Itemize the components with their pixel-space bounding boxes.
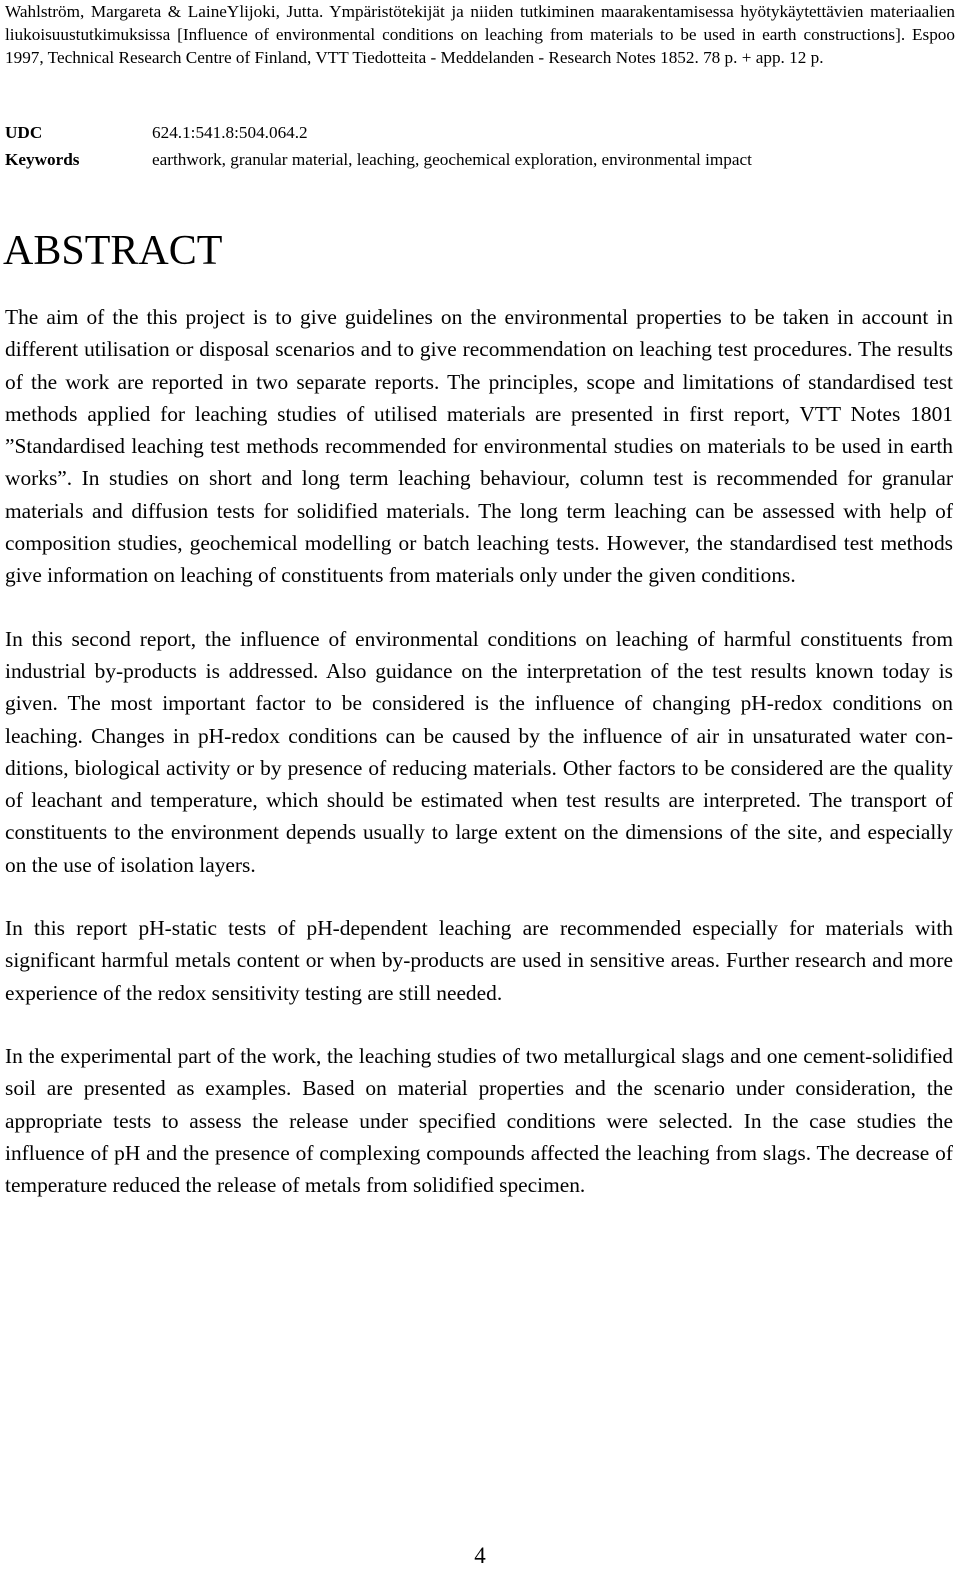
udc-label: UDC <box>5 123 43 142</box>
keywords-label: Keywords <box>5 150 80 169</box>
abstract-paragraph-4: In the experimental part of the work, the leaching studies of two metallurgical slags and one cement-solidified soil are presented as examples. Based on material properties and the scenario under consideration, the appropriate tests to assess the release under specified conditions were selected. In the case studies the influence of pH and the presence of complexing compounds affected the leaching from slags. The decrease of temperature reduced the release of metals from solidified specimen. <box>5 1043 953 1198</box>
udc-value: 624.1:541.8:504.064.2 <box>152 123 308 142</box>
page-number: 4 <box>474 1543 486 1568</box>
abstract-heading: ABSTRACT <box>3 228 223 274</box>
abstract-paragraph-2: In this second report, the influence of environmental conditions on leaching of harmful constituents from industrial by-products is addressed. Also guidance on the interpretation of the test results known today is given. The most important factor to be considered is the influence of changing pH-redox conditions on leaching. Changes in pH-redox conditions can be caused by the influence of air in unsaturated water conditions, biological activity or by presence of reducing materials. Other factors to be considered are the quality of leachant and temperature, which should be estimated when test results are interpreted. The transport of constituents to the environment depends usually to large extent on the dimensions of the site, and especially on the use of isolation layers. <box>5 626 953 877</box>
keywords-value: earthwork, granular material, leaching, geochemical exploration, environmental impact <box>152 150 752 169</box>
abstract-body <box>5 301 953 1232</box>
citation: Wahlström, Margareta & LaineYlijoki, Jutta. Ympäristötekijät ja niiden tutkiminen maarakentamisessa hyötykäytettävien materiaalien liukoisuustutkimuksissa [Influence of environmental conditions on leaching from materials to be used in earth constructions]. Espoo 1997, Technical Research Centre of Finland, VTT Tiedotteita - Meddelanden - Research Notes 1852. 78 p. + app. 12 p. <box>5 2 955 67</box>
abstract-paragraph-1: The aim of the this project is to give guidelines on the environmental properties to be taken in account in different utilisation or disposal scenarios and to give recommendation on leaching test procedures. The results of the work are reported in two separate reports. The principles, scope and limitations of standardised test methods applied for leaching studies of utilised materials are presented in first report, VTT Notes 1801 ”Standardised leaching test methods recommended for environmental studies on materials to be used in earth works”. In studies on short and long term leaching behaviour, column test is recommended for granular materials and diffusion tests for solidified materials. The long term leaching can be assessed with help of composition studies, geochemical modelling or batch leaching tests. However, the standardised test methods give information on leaching of constituents from materials only under the given conditions. <box>5 305 953 588</box>
abstract-paragraph-3: In this report pH-static tests of pH-dependent leaching are recommended especially for materials with significant harmful metals content or when by-products are used in sensitive areas. Further research and more experience of the redox sensitivity testing are still needed. <box>5 916 953 1005</box>
